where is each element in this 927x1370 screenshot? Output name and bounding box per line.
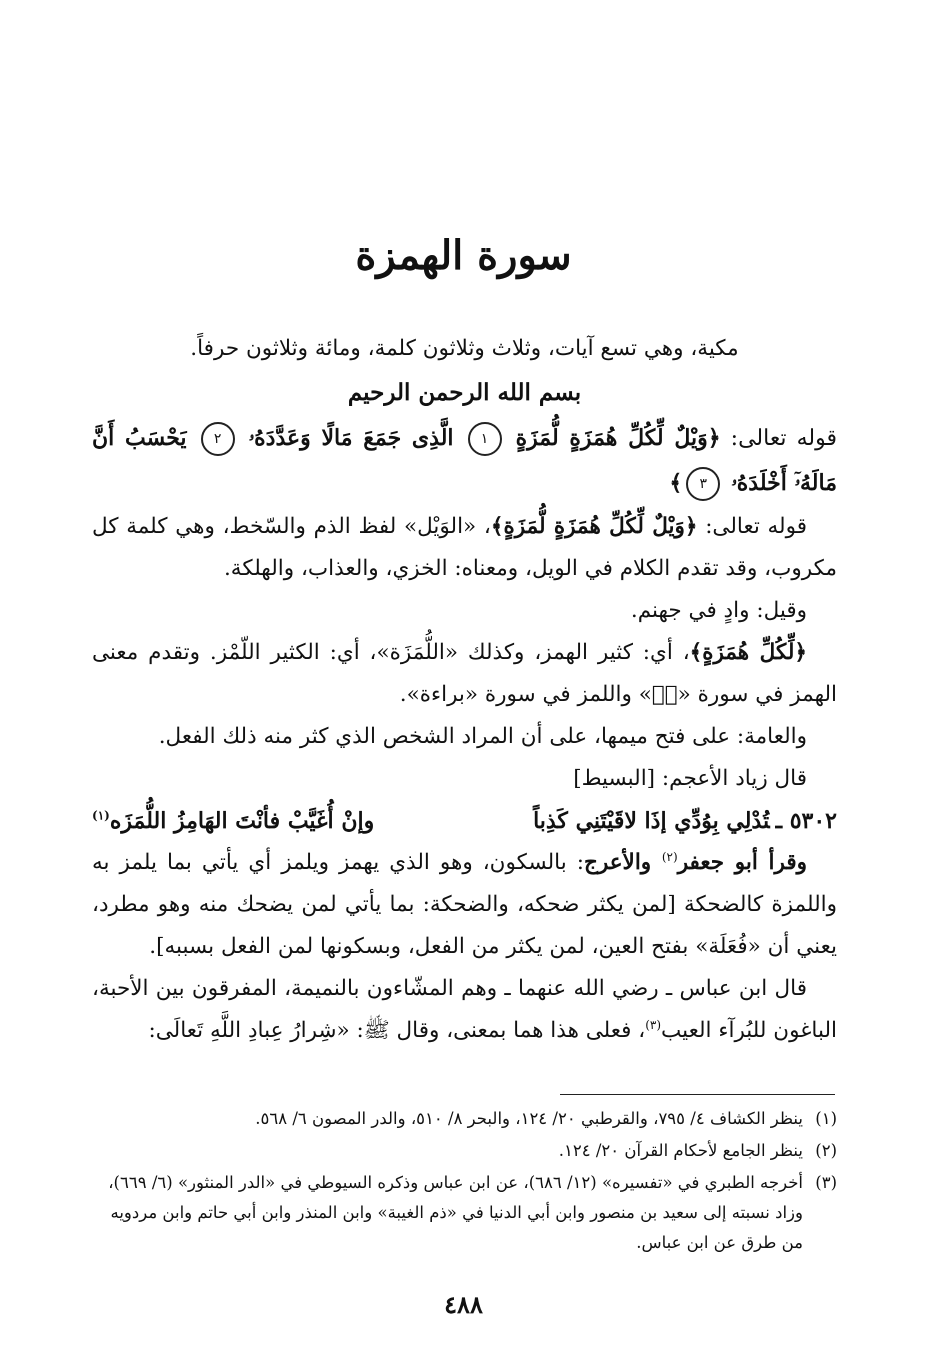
surah-intro: مكية، وهي تسع آيات، وثلاث وثلاثون كلمة، ومائة وثلاثون حرفاً. (190, 336, 739, 361)
footnote-text: أخرجه الطبري في «تفسيره» (١٢/ ٦٨٦)، عن ابن عباس وذكره السيوطي في «الدر المنثور» (٦/ ٦٦٩)، وزاد نسبته إلى سعيد بن منصور وابن أبي الدنيا في «ذم الغيبة» وابن المنذر وابن أبي حاتم وابن مردويه من طرق عن ابن عباس. (108, 1173, 803, 1252)
poem-footnote-ref: (١) (92, 808, 110, 823)
page-number: ٤٨٨ (444, 1290, 483, 1319)
poem-verse (92, 800, 837, 842)
verse-part-2: الَّذِى جَمَعَ مَالًا وَعَدَّدَهُۥ (248, 425, 454, 451)
p3-quote: ﴿لِّكُلِّ هُمَزَةٍ﴾ (689, 640, 807, 665)
footnote-number: (٣) (815, 1173, 837, 1192)
p1-rest: ، «الوَيْل» لفظ الذم والسّخط، وهي كلمة كل مكروب، وقد تقدم الكلام في الويل، ومعناه: الخزي، والعذاب، والهلكة. (92, 514, 837, 581)
footnote (92, 1168, 837, 1258)
footnote-number: (١) (815, 1109, 837, 1128)
basmala: بسم الله الرحمن الرحيم (347, 379, 582, 406)
paragraph-qiraa (92, 842, 837, 968)
p7-footnote-ref: (٣) (645, 1017, 662, 1032)
poem-first-text: تُدْلِي بِوُدِّي إذَا لاقَيْتَنِي كَذِباً (533, 808, 770, 834)
p1-lead: قوله تعالى: (697, 514, 807, 539)
poem-second-hemistich (92, 800, 374, 842)
verse-lead: قوله تعالى: (720, 426, 837, 451)
footnote-separator (560, 1094, 835, 1095)
p6-bold-2: والأعرج (583, 850, 662, 875)
p6-bold: وقرأ أبو جعفر (677, 850, 807, 875)
p1-quote: ﴿وَيْلٌ لِّكُلِّ هُمَزَةٍ لُّمَزَةٍ﴾ (490, 514, 698, 539)
paragraph-poet: قال زياد الأعجم: [البسيط] (573, 766, 807, 791)
footnote-text: ينظر الجامع لأحكام القرآن ٢٠/ ١٢٤. (558, 1141, 803, 1160)
p7-b: ، فعلى هذا هما بمعنى، وقال ﷺ: «شِرارُ عِبادِ اللَّهِ تَعالَى: (148, 1018, 646, 1043)
poem-second-text: وإنْ أُغَيَّبْ فأنْتَ الهَامِزُ اللُّمَزَه (109, 808, 375, 834)
footnote-number: (٢) (815, 1141, 837, 1160)
paragraph-wadi: وقيل: وادٍ في جهنم. (630, 598, 807, 623)
surah-title: سورة الهمزة (355, 232, 572, 279)
verse-part-3: يَحْسَبُ أَنَّ مَالَهُۥٓ أَخْلَدَهُۥ (92, 425, 837, 496)
verse-part-1: ﴿وَيْلٌ لِّكُلِّ هُمَزَةٍ لُّمَزَةٍ (515, 425, 721, 451)
ayah-number-2: ٢ (201, 422, 235, 456)
ayah-number-3: ٣ (686, 467, 720, 501)
footnote (92, 1104, 837, 1134)
paragraph-amma: والعامة: على فتح ميمها، على أن المراد الشخص الذي كثر منه ذلك الفعل. (158, 724, 807, 749)
p3-rest: ، أي: كثير الهمز، وكذلك «اللُّمَزَة»، أي: الكثير اللّمْز. وتقدم معنى الهمز في سورة «نۤ» واللمز في سورة «براءة». (92, 640, 837, 707)
paragraph-ibn-abbas (92, 968, 837, 1052)
ayah-number-1: ١ (468, 422, 502, 456)
footnotes (92, 1104, 837, 1260)
p7-a: قال ابن عباس ـ رضي الله عنهما ـ وهم المشّاءون بالنميمة، المفرقون بين الأحبة، الباغون للبُرآء العيب (92, 976, 837, 1043)
poem-first-hemistich (533, 800, 837, 842)
paragraph-humaza (92, 632, 837, 716)
p6-rest: : بالسكون، وهو الذي يهمز ويلمز أي يأتي بما يلمز به واللمزة كالضحكة [لمن يكثر ضحكه، والضحكة: بما يأتي لمن يضحك منه وهو مطرد، يعني أن «فُعَلَة» بفتح العين، لمن يكثر من الفعل، وبسكونها لمن الفعل بسببه]. (92, 850, 837, 959)
paragraph-wayl (92, 506, 837, 590)
main-text (92, 328, 837, 1052)
footnote-text: ينظر الكشاف ٤/ ٧٩٥، والقرطبي ٢٠/ ١٢٤، والبحر ٨/ ٥١٠، والدر المصون ٦/ ٥٦٨. (255, 1109, 803, 1128)
p6-footnote-ref: (٢) (661, 849, 678, 864)
footnote (92, 1136, 837, 1166)
poem-number: ٥٣٠٢ ـ (775, 808, 837, 834)
quran-verse (92, 416, 837, 506)
verse-close: ﴾ (669, 470, 683, 496)
